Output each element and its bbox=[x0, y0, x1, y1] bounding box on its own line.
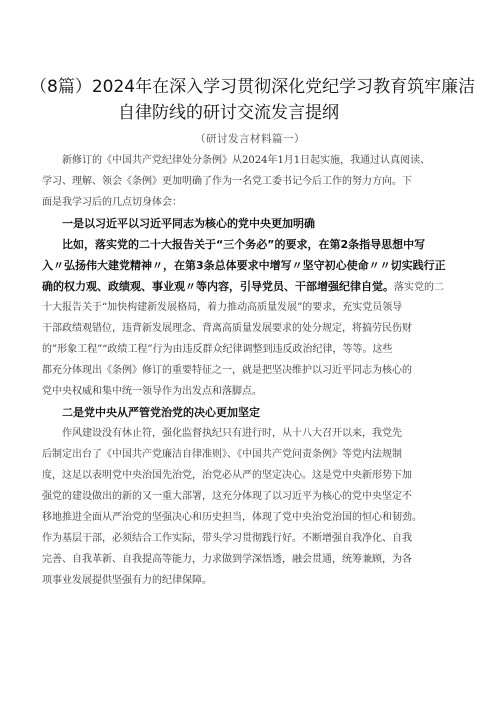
paragraph-line: 学习、理解、领会《条例》更加明确了作为一名党工委书记今后工作的努力方向。下 bbox=[42, 176, 412, 187]
paragraph-line: 的”形象工程”“政绩工程”行为由违反群众纪律调整到违反政治纪律，等等。这些 bbox=[42, 344, 393, 355]
paragraph-line: 党中央权威和集中统一领导作为出发点和落脚点。 bbox=[42, 386, 262, 397]
paragraph-line: 作为基层干部，必须结合工作实际，带头学习贯彻践行好。不断增强自我净化、自我 bbox=[42, 533, 412, 544]
bold-paragraph-line: 比如，落实党的二十大报告关于“三个务必”的要求，在第2条指导思想中写 bbox=[62, 238, 426, 251]
document-body bbox=[42, 150, 467, 591]
paragraph-line: 作风建设没有休止符，强化监督执纪只有进行时，从十八大召开以来，我党先 bbox=[62, 428, 402, 439]
section-heading-2: 二是党中央从严管党治党的决心更加坚定 bbox=[62, 406, 260, 419]
bold-text: 确的权力观、政绩观、事业观〃等内容，引导党员、干部增强纪律自觉。 bbox=[42, 280, 394, 293]
paragraph-line: 项事业发展提供坚强有力的纪律保障。 bbox=[42, 575, 212, 586]
paragraph-line: 面是我学习后的几点切身体会： bbox=[42, 197, 182, 208]
paragraph-line: 新修订的《中国共产党纪律处分条例》从2024年1月1日起实施，我通过认真阅读、 bbox=[62, 155, 431, 166]
normal-text: 落实党的二 bbox=[394, 282, 444, 293]
document-title bbox=[30, 74, 475, 126]
paragraph-line: 干部政绩观错位，违背新发展理念、背离高质量发展要求的处分规定，将搞劳民伤财 bbox=[42, 323, 412, 334]
bold-paragraph-line: 入〃弘扬伟大建党精神〃，在第3条总体要求中增写〃坚守初心使命〃〃切实践行正 bbox=[42, 259, 446, 272]
mixed-paragraph-line bbox=[42, 276, 467, 297]
paragraph-line: 度，这足以表明党中央治国先治党，治党必从严的坚定决心。这是党中央新形势下加 bbox=[42, 470, 412, 481]
paragraph-line: 都充分体现出《条例》修订的重要特征之一，就是把坚决维护以习近平同志为核心的 bbox=[42, 365, 412, 376]
section-heading-1: 一是以习近平以习近平同志为核心的党中央更加明确 bbox=[62, 217, 315, 230]
title-line-2: 自律防线的研讨交流发言提纲 bbox=[118, 103, 339, 123]
title-line-1: （8篇）2024年在深入学习贯彻深化党纪学习教育筑牢廉洁 bbox=[30, 77, 476, 97]
document-subtitle: （研讨发言材料篇一） bbox=[195, 133, 305, 145]
paragraph-line: 强党的建设做出的新的又一重大部署，这充分体现了以习近平为核心的党中央坚定不 bbox=[42, 491, 412, 502]
paragraph-line: 十大报告关于“加快构建新发展格局，着力推动高质量发展”的要求，充实党员领导 bbox=[42, 302, 403, 313]
paragraph-line: 后制定出台了《中国共产党廉洁自律准则》、《中国共产党问责条例》等党内法规制 bbox=[42, 449, 402, 460]
paragraph-line: 完善、自我革新、自我提高等能力，力求做到学深悟透，融会贯通，统筹兼顾，为各 bbox=[42, 554, 412, 565]
paragraph-line: 移地推进全面从严治党的坚强决心和历史担当，体现了党中央治党治国的恒心和韧劲。 bbox=[42, 512, 422, 523]
